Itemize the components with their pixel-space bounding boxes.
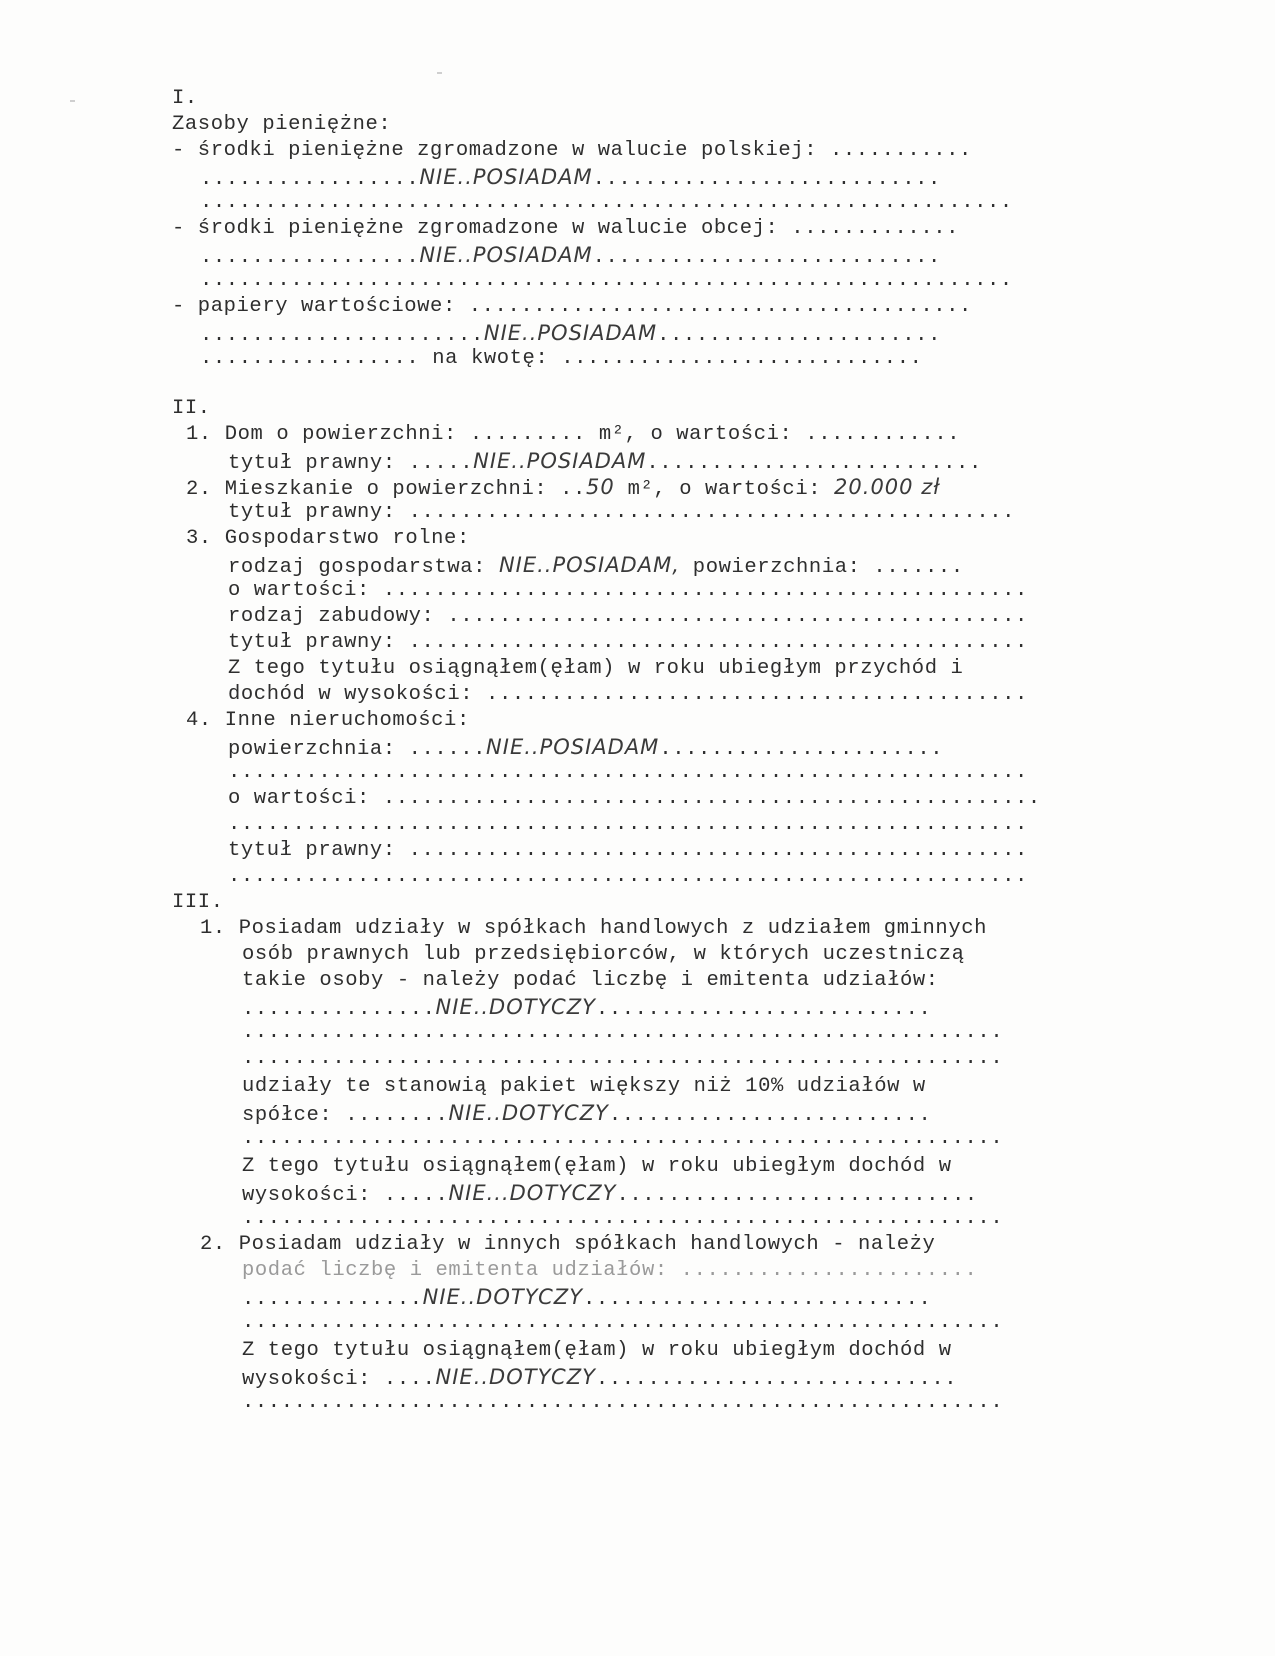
pln-funds-answer: NIE..POSIADAM bbox=[419, 165, 593, 189]
dotted-line: .............................................................. bbox=[228, 865, 1028, 888]
section-2-number: II. bbox=[172, 397, 211, 420]
scan-speck bbox=[437, 72, 442, 74]
dotted-line: ........................................................... bbox=[242, 1391, 1004, 1414]
dotted-line: ........................................................... bbox=[242, 1127, 1004, 1150]
other-title-line: tytuł prawny: ................................................ bbox=[228, 839, 1028, 862]
other-shares-answer: NIE..DOTYCZY bbox=[422, 1285, 584, 1309]
farm-income-line: Z tego tytułu osiągnąłem(ęłam) w roku ubiegłym przychód i bbox=[228, 657, 964, 680]
other-shares-line-1: 2. Posiadam udziały w innych spółkach handlowych - należy bbox=[200, 1233, 936, 1256]
other-shares-income-answer: NIE..DOTYCZY bbox=[435, 1365, 596, 1389]
other-area-answer: NIE..POSIADAM bbox=[486, 735, 660, 759]
flat-area-answer: 50 bbox=[585, 475, 615, 499]
farm-income-amount-line: dochód w wysokości: .......................................... bbox=[228, 683, 1028, 706]
foreign-funds-answer-line: .................NIE..POSIADAM........................... bbox=[200, 243, 941, 269]
other-shares-answer-line: ..............NIE..DOTYCZY........................... bbox=[242, 1285, 932, 1311]
shares-municipal-line-3: takie osoby - należy podać liczbę i emitenta udziałów: bbox=[242, 969, 939, 992]
house-title-line: tytuł prawny: .....NIE..POSIADAM.......................... bbox=[228, 449, 982, 475]
section-1-number: I. bbox=[172, 87, 198, 110]
house-label: 1. Dom o powierzchni: ......... m², o wartości: ............ bbox=[186, 423, 961, 446]
foreign-funds-label: - środki pieniężne zgromadzone w walucie obcej: ............. bbox=[172, 217, 960, 240]
dotted-line: ........................................................... bbox=[242, 1047, 1004, 1070]
dotted-line: ........................................................... bbox=[242, 1021, 1004, 1044]
securities-answer: NIE..POSIADAM bbox=[483, 321, 658, 345]
shares-income-answer: NIE...DOTYCZY bbox=[448, 1181, 617, 1205]
shares-income-answer-line: wysokości: .....NIE...DOTYCZY............................ bbox=[242, 1181, 978, 1207]
farm-value-line: o wartości: .................................................. bbox=[228, 579, 1028, 602]
dotted-line: .............................................................. bbox=[228, 813, 1028, 836]
section-1-title: Zasoby pieniężne: bbox=[172, 113, 392, 136]
dotted-line: .............................................................. bbox=[228, 761, 1028, 784]
other-value-line: o wartości: ................................................... bbox=[228, 787, 1041, 810]
dotted-line: ........................................................... bbox=[242, 1207, 1004, 1230]
foreign-funds-answer: NIE..POSIADAM bbox=[419, 243, 593, 267]
shares-municipal-line-2: osób prawnych lub przedsiębiorców, w których uczestniczą bbox=[242, 943, 965, 966]
securities-amount-line: ................. na kwotę: ............................ bbox=[200, 347, 923, 370]
dotted-line: ............................................................... bbox=[200, 191, 1013, 214]
farm-buildings-line: rodzaj zabudowy: ............................................. bbox=[228, 605, 1028, 628]
other-shares-income-line: Z tego tytułu osiągnąłem(ęłam) w roku ubiegłym dochód w bbox=[242, 1339, 952, 1362]
other-shares-income-answer-line: wysokości: ....NIE..DOTYCZY............................ bbox=[242, 1365, 958, 1391]
securities-label: - papiery wartościowe: ....................................... bbox=[172, 295, 972, 318]
other-property-label: 4. Inne nieruchomości: bbox=[186, 709, 470, 732]
shares-municipal-line-1: 1. Posiadam udziały w spółkach handlowych z udziałem gminnych bbox=[200, 917, 988, 940]
shares-municipal-answer: NIE..DOTYCZY bbox=[435, 995, 596, 1019]
pln-funds-answer-line: .................NIE..POSIADAM........................... bbox=[200, 165, 941, 191]
securities-answer-line: ......................NIE..POSIADAM...................... bbox=[200, 321, 941, 347]
scan-speck bbox=[70, 100, 75, 102]
farm-type-line: rodzaj gospodarstwa: NIE..POSIADAM, powierzchnia: ....... bbox=[228, 553, 964, 579]
shares-income-line: Z tego tytułu osiągnąłem(ęłam) w roku ubiegłym dochód w bbox=[242, 1155, 952, 1178]
shares-package-answer-line: spółce: ........NIE..DOTYCZY......................... bbox=[242, 1101, 932, 1127]
shares-package-answer: NIE..DOTYCZY bbox=[448, 1101, 609, 1125]
flat-value-answer: 20.000 zł bbox=[834, 475, 941, 499]
other-area-line: powierzchnia: ......NIE..POSIADAM...................... bbox=[228, 735, 944, 761]
shares-package-line: udziały te stanowią pakiet większy niż 10% udziałów w bbox=[242, 1075, 926, 1098]
farm-type-answer: NIE..POSIADAM, bbox=[498, 553, 680, 577]
other-shares-line-2: podać liczbę i emitenta udziałów: ....................... bbox=[242, 1259, 978, 1282]
flat-title-line: tytuł prawny: ............................................... bbox=[228, 501, 1016, 524]
house-title-answer: NIE..POSIADAM bbox=[473, 449, 647, 473]
section-3-number: III. bbox=[172, 891, 224, 914]
dotted-line: ........................................................... bbox=[242, 1311, 1004, 1334]
shares-municipal-answer-line: ...............NIE..DOTYCZY.......................... bbox=[242, 995, 932, 1021]
farm-title-line: tytuł prawny: ................................................ bbox=[228, 631, 1028, 654]
pln-funds-label: - środki pieniężne zgromadzone w walucie polskiej: ........... bbox=[172, 139, 972, 162]
dotted-line: ............................................................... bbox=[200, 269, 1013, 292]
flat-line: 2. Mieszkanie o powierzchni: ..50 m², o wartości: 20.000 zł bbox=[186, 475, 941, 501]
farm-label: 3. Gospodarstwo rolne: bbox=[186, 527, 470, 550]
